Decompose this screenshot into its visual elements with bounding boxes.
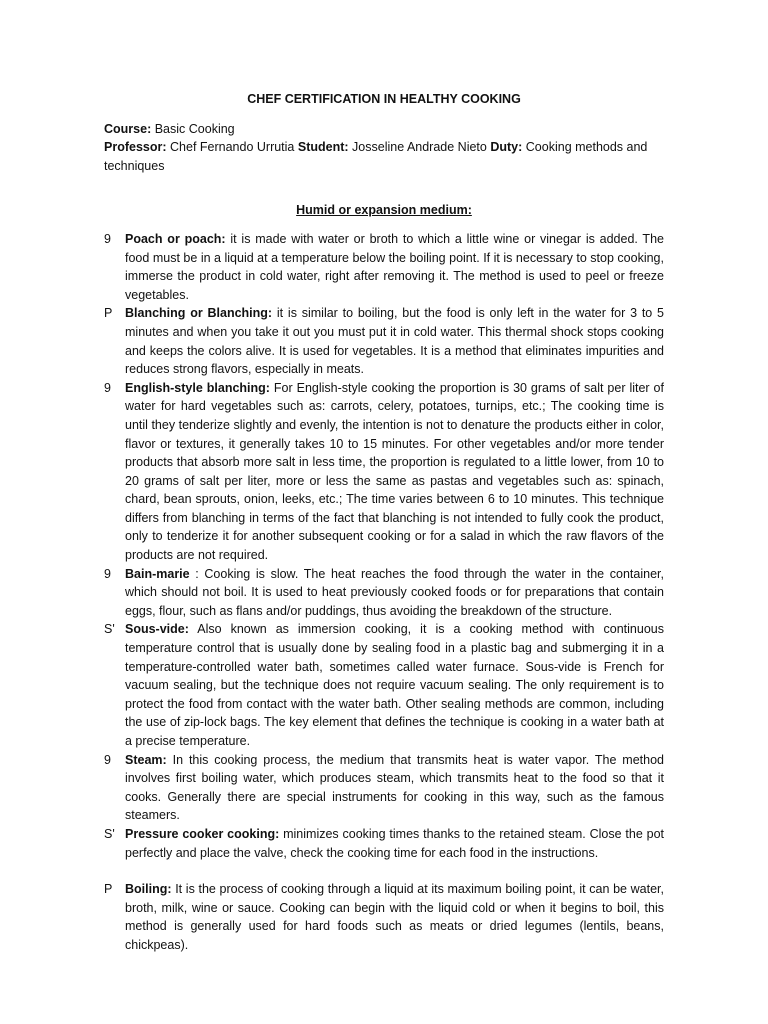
course-label: Course: (104, 121, 152, 136)
professor-value: Chef Fernando Urrutia (170, 140, 295, 155)
list-item (104, 620, 664, 750)
item-term: Bain-marie (125, 566, 190, 581)
item-text: it is made with water or broth to which a little wine or vinegar is added. The food must be in a liquid at a temperature below the boiling point. If it is necessary to stop cooking, immerse the product in cold water, right after removing it. The method is used to peel or freeze vegetables. (125, 231, 664, 302)
list-item (104, 304, 664, 378)
list-bullet: P (104, 882, 113, 897)
professor-label: Professor: (104, 140, 167, 155)
item-text: it is similar to boiling, but the food is only left in the water for 3 to 5 minutes and when you take it out you must put it in cold water. This thermal shock stops cooking and keeps the colors alive. It is used for vegetables. It is a method that eliminates impurities and reduces strong flavors, especially in meats. (125, 306, 664, 377)
list-item (104, 751, 664, 825)
item-text: : Cooking is slow. The heat reaches the food through the water in the container, which should not boil. It is used to heat previously cooked foods or for preparations that contain eggs, flour, such as flans and/or puddings, thus avoiding the breakdown of the structure. (125, 566, 664, 618)
item-text: In this cooking process, the medium that transmits heat is water vapor. The method involves first boiling water, which produces steam, which transmits heat to the food so that it cooks. Generally there are special instruments for cooking in this way, such as the famous steamers. (125, 752, 664, 823)
list-item (104, 825, 664, 862)
list-item (104, 880, 664, 954)
item-term: Poach or poach: (125, 231, 226, 246)
item-text: minimizes cooking times thanks to the retained steam. Close the pot perfectly and place the valve, check the cooking time for each food in the instructions. (125, 826, 665, 860)
list-bullet: S' (104, 622, 115, 637)
duty-value: Cooking methods and techniques (104, 140, 648, 173)
item-text: For English-style cooking the proportion is 30 grams of salt per liter of water for hard vegetables such as: carrots, celery, potatoes, turnips, etc.; The cooking time is until they tenderize slightly and evenly, the intention is not to denature the products either in color, flavor or textures, it generally takes 10 to 15 minutes. For other vegetables and/or more tender products that absorb more salt in less time, the proportion is regulated to a little lower, from 10 to 20 grams of salt per liter, more or less the same as pastas and vegetables such as: spinach, chard, bean sprouts, onion, leeks, etc.; The time varies between 6 to 10 minutes. This technique differs from blanching in terms of the fact that blanching is not intended to fully cook the product, only to tenderize it for another subsequent cooking or for a salad in which the raw flavors of the products are not required. (125, 380, 664, 563)
list-bullet: S' (104, 826, 115, 841)
item-term: Blanching or Blanching: (125, 306, 273, 321)
list-item (104, 565, 664, 621)
list-item (104, 379, 664, 565)
section-heading: Humid or expansion medium: (296, 203, 472, 218)
list-item (104, 230, 664, 304)
student-label: Student: (297, 140, 349, 155)
list-bullet: P (104, 306, 113, 321)
document-title: CHEF CERTIFICATION IN HEALTHY COOKING (247, 92, 521, 106)
student-value: Josseline Andrade Nieto (352, 140, 487, 155)
item-term: Sous-vide: (125, 622, 189, 637)
list-bullet: 9 (104, 231, 111, 246)
item-term: Pressure cooker cooking: (125, 826, 280, 841)
duty-label: Duty: (490, 140, 523, 155)
item-text: Also known as immersion cooking, it is a cooking method with continuous temperature control that is usually done by sealing food in a plastic bag and submerging it in a temperature-controlled water bath, sometimes called water furnace. Sous-vide is French for vacuum sealing, but the technique does not require vacuum sealing. The only requirement is to protect the food from contact with the water bath. Other sealing methods are common, including the use of zip-lock bags. The key element that defines the technique is cooking in a water bath at a precise temperature. (125, 622, 664, 748)
item-term: English-style blanching: (125, 380, 270, 395)
item-term: Steam: (125, 752, 167, 767)
list-bullet: 9 (104, 380, 111, 395)
list-bullet: 9 (104, 566, 111, 581)
item-term: Boiling: (125, 882, 172, 897)
item-text: It is the process of cooking through a liquid at its maximum boiling point, it can be water, broth, milk, wine or sauce. Cooking can begin with the liquid cold or when it begins to boil, this method is generally used for hard foods such as meats or dried legumes (lentils, beans, chickpeas). (125, 882, 664, 952)
course-value: Basic Cooking (154, 121, 235, 136)
list-bullet: 9 (104, 752, 111, 767)
document-meta (104, 120, 664, 176)
